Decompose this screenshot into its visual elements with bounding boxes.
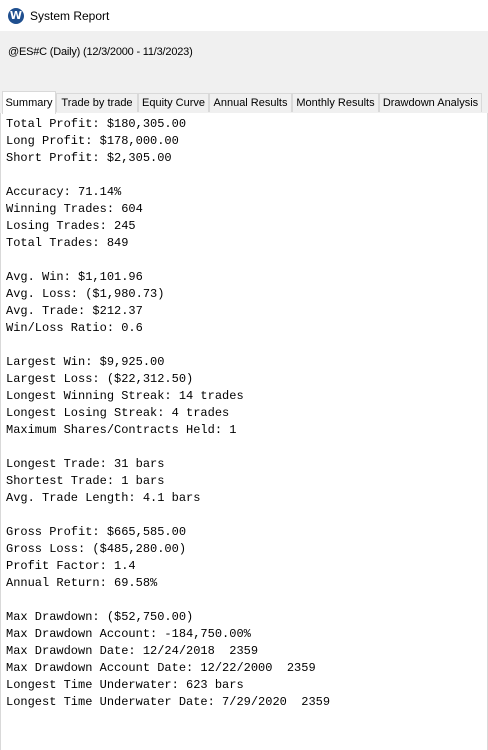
report-panel[interactable] — [0, 113, 488, 750]
report-line: Profit Factor: 1.4 — [6, 559, 136, 573]
report-line: Maximum Shares/Contracts Held: 1 — [6, 423, 237, 437]
report-line: Win/Loss Ratio: 0.6 — [6, 321, 143, 335]
tab-drawdown-analysis[interactable]: Drawdown Analysis — [379, 93, 482, 112]
report-line: Avg. Loss: ($1,980.73) — [6, 287, 165, 301]
symbol-date-range: @ES#C (Daily) (12/3/2000 - 11/3/2023) — [8, 46, 193, 58]
window-title: System Report — [30, 8, 110, 23]
report-line: Avg. Trade Length: 4.1 bars — [6, 491, 201, 505]
report-line: Losing Trades: 245 — [6, 219, 136, 233]
blank-line — [6, 252, 330, 269]
tab-monthly-results[interactable]: Monthly Results — [292, 93, 379, 112]
blank-line — [6, 439, 330, 456]
report-header — [0, 31, 488, 91]
report-line: Total Profit: $180,305.00 — [6, 117, 187, 131]
report-line: Annual Return: 69.58% — [6, 576, 158, 590]
report-line: Accuracy: 71.14% — [6, 185, 122, 199]
blank-line — [6, 337, 330, 354]
w-logo-icon: W — [9, 9, 23, 22]
report-line: Max Drawdown Account Date: 12/22/2000 2359 — [6, 661, 316, 675]
report-line: Winning Trades: 604 — [6, 202, 143, 216]
blank-line — [6, 507, 330, 524]
report-line: Short Profit: $2,305.00 — [6, 151, 172, 165]
report-line: Shortest Trade: 1 bars — [6, 474, 165, 488]
tab-summary[interactable]: Summary — [2, 91, 56, 114]
report-line: Max Drawdown Account: -184,750.00% — [6, 627, 251, 641]
report-line: Gross Profit: $665,585.00 — [6, 525, 187, 539]
tab-annual-results[interactable]: Annual Results — [209, 93, 292, 112]
report-line: Longest Time Underwater Date: 7/29/2020 2359 — [6, 695, 331, 709]
report-text — [6, 116, 330, 711]
blank-line — [6, 167, 330, 184]
tab-equity-curve[interactable]: Equity Curve — [138, 93, 209, 112]
report-line: Max Drawdown: ($52,750.00) — [6, 610, 194, 624]
report-line: Avg. Trade: $212.37 — [6, 304, 143, 318]
report-line: Longest Winning Streak: 14 trades — [6, 389, 244, 403]
report-line: Avg. Win: $1,101.96 — [6, 270, 143, 284]
tab-bar — [0, 91, 488, 114]
report-line: Gross Loss: ($485,280.00) — [6, 542, 187, 556]
report-line: Largest Loss: ($22,312.50) — [6, 372, 194, 386]
report-line: Long Profit: $178,000.00 — [6, 134, 179, 148]
report-line: Max Drawdown Date: 12/24/2018 2359 — [6, 644, 259, 658]
report-line: Longest Losing Streak: 4 trades — [6, 406, 230, 420]
report-line: Total Trades: 849 — [6, 236, 129, 250]
blank-line — [6, 592, 330, 609]
title-bar — [0, 0, 488, 31]
report-line: Longest Trade: 31 bars — [6, 457, 165, 471]
report-line: Largest Win: $9,925.00 — [6, 355, 165, 369]
tab-trade-by-trade[interactable]: Trade by trade — [56, 93, 138, 112]
report-line: Longest Time Underwater: 623 bars — [6, 678, 244, 692]
